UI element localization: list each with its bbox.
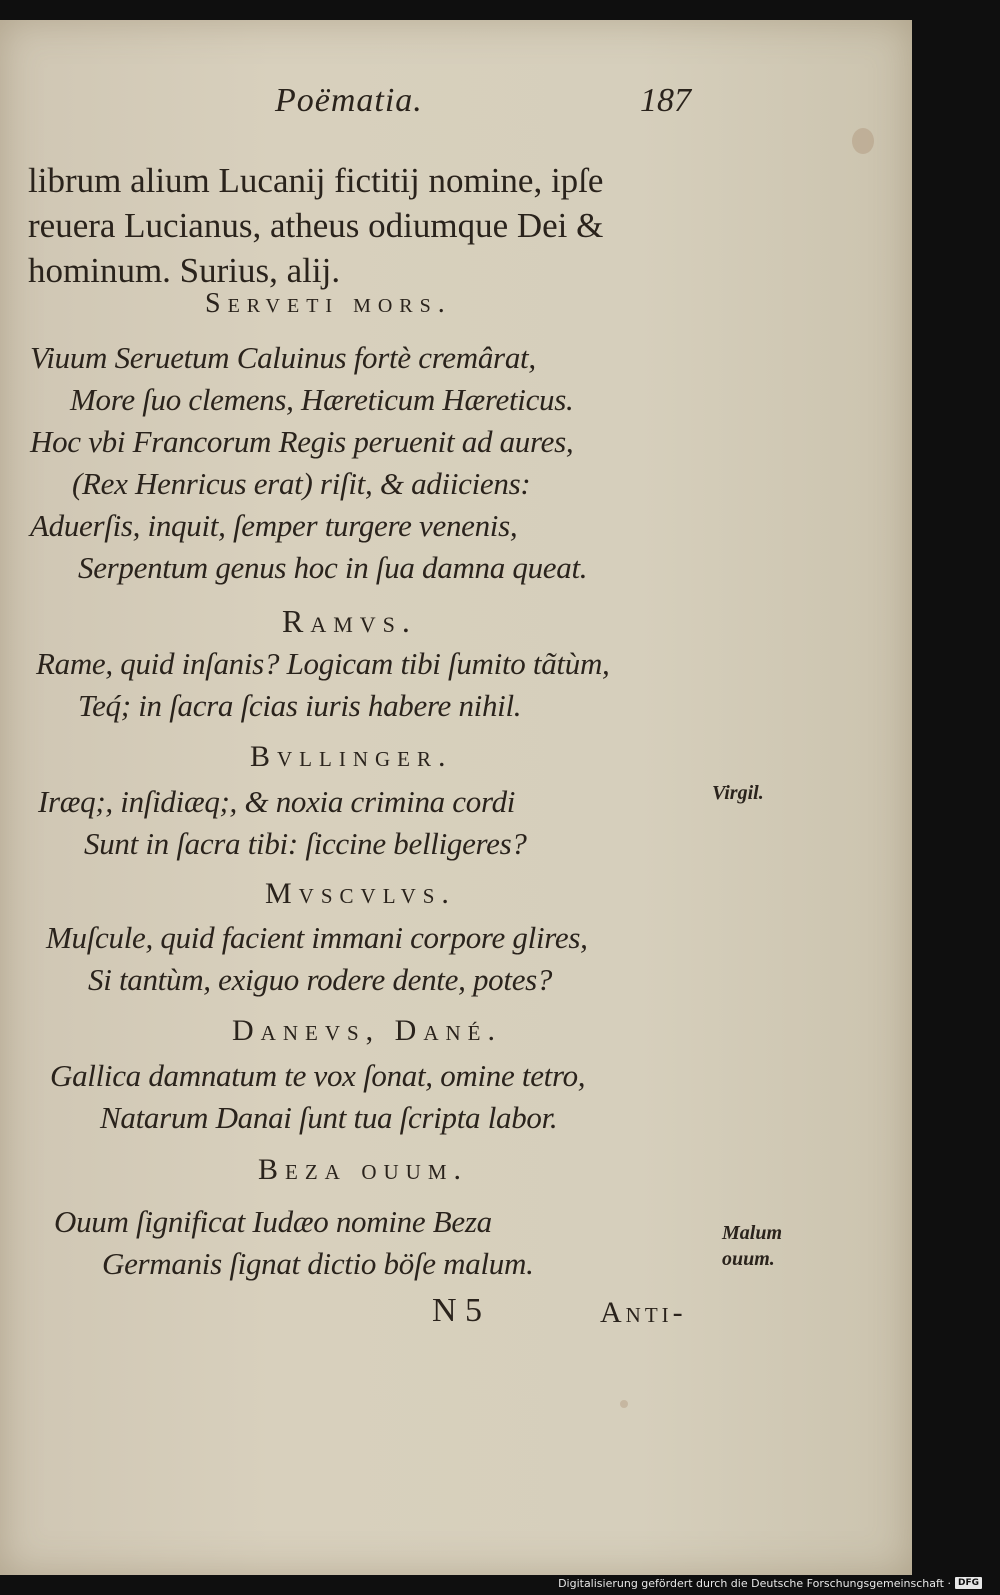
poem-heading: Serveti mors.	[205, 288, 452, 319]
book-page	[0, 20, 912, 1575]
verse-line: Natarum Danai ſunt tua ſcripta labor.	[100, 1100, 558, 1135]
poem-heading: Mvscvlvs.	[265, 877, 456, 910]
signature-mark: N 5	[432, 1292, 483, 1329]
verse-line: Gallica damnatum te vox ſonat, omine tetro,	[50, 1058, 586, 1093]
verse-line: Germanis ſignat dictio böſe malum.	[102, 1246, 534, 1281]
poem-heading: Ramvs.	[282, 603, 417, 639]
poem-heading: Danevs, Dané.	[232, 1014, 502, 1047]
verse-line: Hoc vbi Francorum Regis peruenit ad aures,	[30, 424, 574, 459]
verse-line: Teq́; in ſacra ſcias iuris habere nihil.	[78, 688, 522, 723]
margin-note-virgil: Virgil.	[712, 782, 764, 804]
margin-note-line: Malum	[722, 1222, 783, 1244]
verse-line: Viuum Seruetum Caluinus fortè cremârat,	[30, 340, 536, 375]
catchword: Anti-	[600, 1296, 687, 1329]
poem-heading: Bvllinger.	[250, 740, 453, 773]
margin-note-malum	[722, 1220, 782, 1272]
page-number: 187	[640, 82, 691, 119]
verse-line: Serpentum genus hoc in ſua damna queat.	[78, 550, 588, 585]
verse-line: (Rex Henricus erat) riſit, & adiiciens:	[72, 466, 531, 501]
dfg-logo: DFG	[955, 1577, 982, 1589]
prose-line: reuera Lucianus, atheus odiumque Dei &	[28, 206, 604, 245]
prose-paragraph	[28, 158, 708, 293]
prose-line: hominum. Surius, alij.	[28, 251, 341, 290]
prose-line: librum alium Lucanij fictitij nomine, ipſe	[28, 161, 604, 200]
verse-line: Si tantùm, exiguo rodere dente, potes?	[88, 962, 553, 997]
poem-heading: Beza ouum.	[258, 1153, 468, 1186]
verse-line: Aduerſis, inquit, ſemper turgere venenis,	[30, 508, 518, 543]
verse-line: Sunt in ſacra tibi: ſiccine belligeres?	[84, 826, 527, 861]
credit-text: Digitalisierung gefördert durch die Deutsche Forschungsgemeinschaft ·	[558, 1576, 951, 1590]
digitization-credit	[558, 1574, 982, 1592]
verse-line: More ſuo clemens, Hæreticum Hæreticus.	[70, 382, 574, 417]
paper-stain	[620, 1400, 628, 1408]
verse-line: Ouum ſignificat Iudæo nomine Beza	[54, 1204, 492, 1239]
verse-line: Muſcule, quid facient immani corpore glires,	[46, 920, 588, 955]
verse-line: Rame, quid inſanis? Logicam tibi ſumito tãtùm,	[36, 646, 610, 681]
page-header	[0, 82, 912, 132]
verse-line: Iræq;, inſidiæq;, & noxia crimina cordi	[38, 784, 516, 819]
margin-note-line: ouum.	[722, 1248, 775, 1270]
running-head: Poëmatia.	[275, 82, 423, 119]
